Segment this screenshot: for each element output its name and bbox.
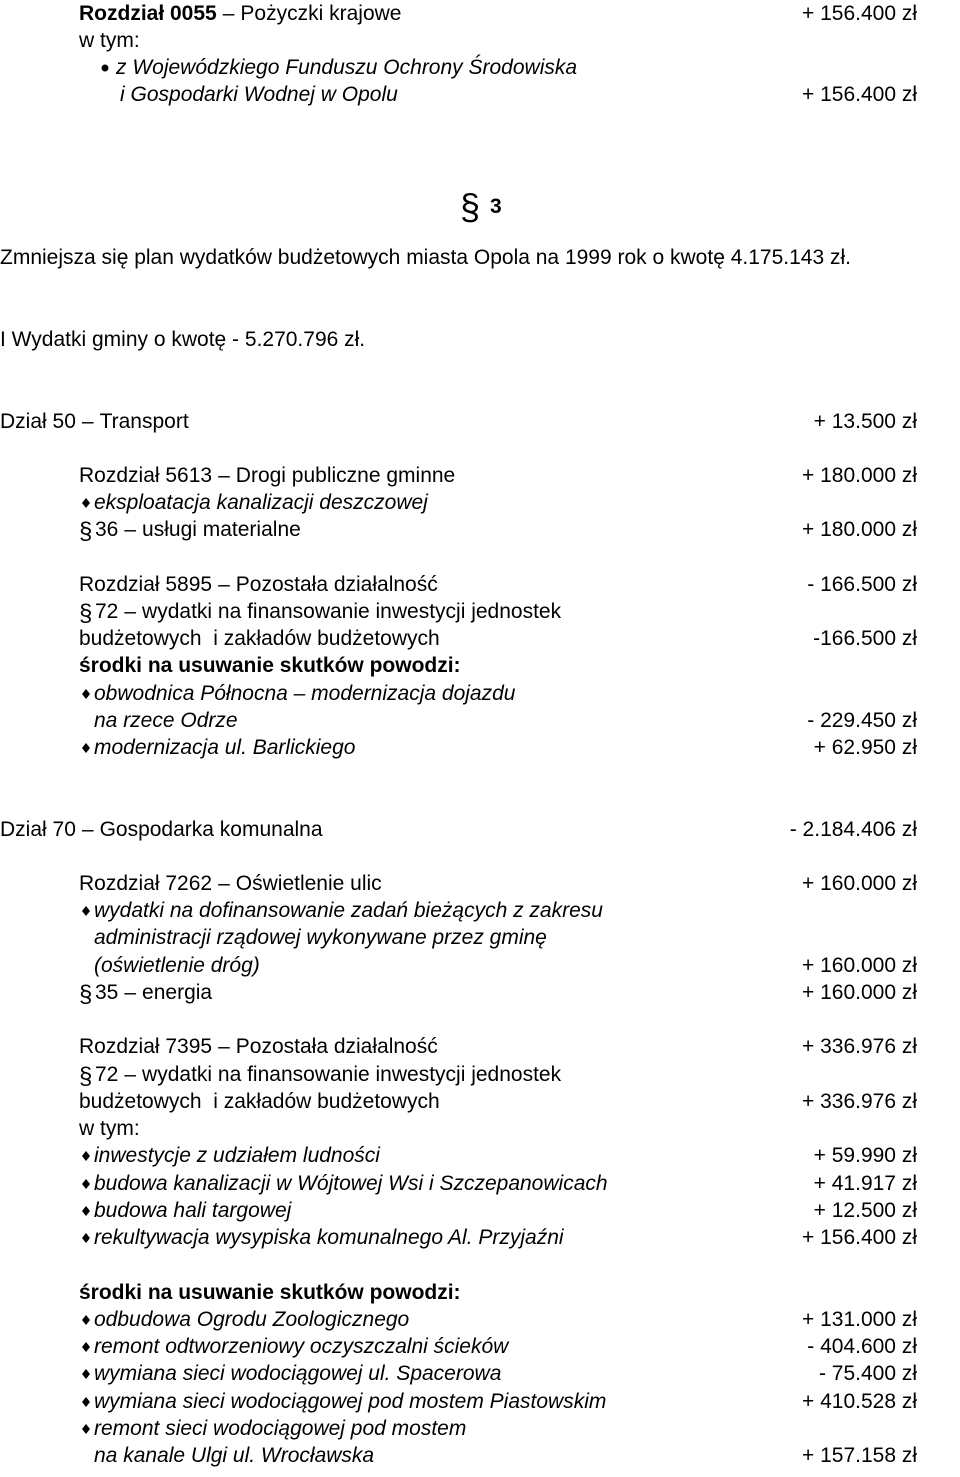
section-sign-icon <box>79 1061 93 1088</box>
last-item-line2: na kanale Ulgi ul. Wrocławska <box>94 1444 375 1467</box>
w-tym-row <box>0 27 960 54</box>
rozdzial-7395-label: Rozdział 7395 – Pozostała działalność <box>79 1035 438 1058</box>
dzial-50-row <box>0 408 960 435</box>
list-item <box>0 1415 960 1442</box>
svg-text:§: § <box>79 600 93 625</box>
list-item <box>0 952 960 979</box>
fund-item-line2: i Gospodarki Wodnej w Opolu <box>120 83 398 106</box>
rozdzial-5613-row <box>0 462 960 489</box>
r5613-paragraph: 36 – usługi materialne <box>95 518 301 541</box>
r7262-paragraph: 35 – energia <box>95 981 213 1004</box>
rozdzial-5895-label: Rozdział 5895 – Pozostała działalność <box>79 573 438 596</box>
section-sign-icon <box>460 186 482 226</box>
intro-text: Zmniejsza się plan wydatków budżetowych miasta Opola na 1999 rok o kwotę 4.175.143 zł. <box>0 246 851 269</box>
diamond-bullet-icon <box>80 1224 92 1251</box>
r7395-paragraph-line2: budżetowych i zakładów budżetowych <box>79 1090 440 1113</box>
rozdzial-5895-row <box>0 571 960 598</box>
r5613-paragraph-amount: + 180.000 zł <box>801 518 917 541</box>
r7395-paragraph-line1: 72 – wydatki na finansowanie inwestycji jednostek <box>95 1063 562 1086</box>
r5895-paragraph-amount: -166.500 zł <box>813 627 917 650</box>
obwodnica-line2: na rzece Odrze <box>94 709 238 732</box>
powodz-item-label: wymiana sieci wodociągowej ul. Spacerowa <box>94 1362 502 1385</box>
powodz-item-amount: - 404.600 zł <box>807 1335 917 1358</box>
item-amount: + 12.500 zł <box>813 1199 917 1222</box>
powodz-item-label: remont odtworzeniowy oczyszczalni ścieków <box>94 1335 509 1358</box>
dzial-50-label: Dział 50 – Transport <box>0 410 189 433</box>
list-item <box>0 1333 960 1360</box>
diamond-bullet-icon <box>80 489 92 516</box>
item-amount: + 59.990 zł <box>813 1144 917 1167</box>
r7262-paragraph-amount: + 160.000 zł <box>801 981 917 1004</box>
fund-item-line1: z Wojewódzkiego Funduszu Ochrony Środowiska <box>116 56 578 79</box>
list-item <box>0 734 960 761</box>
dzial-70-row <box>0 816 960 843</box>
obwodnica-line1: obwodnica Północna – modernizacja dojazdu <box>94 682 516 705</box>
list-item <box>0 54 960 81</box>
section-sign-icon <box>79 516 93 543</box>
paragraph-row <box>0 979 960 1006</box>
powodz-heading-row <box>0 652 960 679</box>
last-item-amount: + 157.158 zł <box>801 1444 917 1467</box>
item-label: rekultywacja wysypiska komunalnego Al. Przyjaźni <box>94 1226 564 1249</box>
barlickiego-amount: + 62.950 zł <box>813 736 917 759</box>
rozdzial-5613-label: Rozdział 5613 – Drogi publiczne gminne <box>79 464 456 487</box>
diamond-bullet-icon <box>80 1415 92 1442</box>
list-item <box>0 1360 960 1387</box>
rozdzial-7395-row <box>0 1033 960 1060</box>
barlickiego-label: modernizacja ul. Barlickiego <box>94 736 356 759</box>
rozdzial-0055-amount: + 156.400 zł <box>801 2 917 25</box>
list-item <box>0 1170 960 1197</box>
dzial-50-amount: + 13.500 zł <box>813 410 917 433</box>
powodz-item-label: wymiana sieci wodociągowej pod mostem Piastowskim <box>94 1390 607 1413</box>
item-label: budowa hali targowej <box>94 1199 292 1222</box>
powodz-item-amount: + 131.000 zł <box>801 1308 917 1331</box>
list-item <box>0 1142 960 1169</box>
list-item <box>0 1224 960 1251</box>
diamond-bullet-icon <box>80 1360 92 1387</box>
list-item <box>0 1388 960 1415</box>
paragraph-row <box>0 1061 960 1088</box>
list-item <box>0 489 960 516</box>
paragraph-row <box>0 1088 960 1115</box>
powodz-heading: środki na usuwanie skutków powodzi: <box>79 654 461 677</box>
powodz-item-amount: + 410.528 zł <box>801 1390 917 1413</box>
r5613-item: eksploatacja kanalizacji deszczowej <box>94 491 428 514</box>
list-item <box>0 1197 960 1224</box>
list-item <box>0 81 960 108</box>
last-item-line1: remont sieci wodociągowej pod mostem <box>94 1417 467 1440</box>
wydatki-gminy-row <box>0 326 960 353</box>
diamond-bullet-icon <box>80 1170 92 1197</box>
item-label: inwestycje z udziałem ludności <box>94 1144 380 1167</box>
paragraph-row <box>0 625 960 652</box>
section-sign-icon <box>79 979 93 1006</box>
diamond-bullet-icon <box>80 1197 92 1224</box>
rozdzial-0055-row <box>0 0 960 27</box>
w-tym-label: w tym: <box>79 1117 140 1140</box>
svg-text:§: § <box>79 518 93 543</box>
dzial-70-label: Dział 70 – Gospodarka komunalna <box>0 818 323 841</box>
paragraph-row <box>0 516 960 543</box>
rozdzial-5895-amount: - 166.500 zł <box>807 573 917 596</box>
paragraph-row <box>0 598 960 625</box>
obwodnica-amount: - 229.450 zł <box>807 709 917 732</box>
section-number: 3 <box>490 195 502 218</box>
list-item <box>0 1306 960 1333</box>
rozdzial-7395-amount: + 336.976 zł <box>801 1035 917 1058</box>
rozdzial-5613-amount: + 180.000 zł <box>801 464 917 487</box>
svg-text:§: § <box>460 186 481 226</box>
r7262-item-amount: + 160.000 zł <box>801 954 917 977</box>
list-item <box>0 1442 960 1469</box>
list-item <box>0 680 960 707</box>
fund-item-amount: + 156.400 zł <box>801 83 917 106</box>
diamond-bullet-icon <box>80 680 92 707</box>
diamond-bullet-icon <box>80 1306 92 1333</box>
r7262-item-line1: wydatki na dofinansowanie zadań bieżących z zakresu <box>94 899 603 922</box>
r7262-item-line2: administracji rządowej wykonywane przez gminę <box>94 926 547 949</box>
rozdzial-7262-amount: + 160.000 zł <box>801 872 917 895</box>
list-item <box>0 924 960 951</box>
powodz-heading-row <box>0 1279 960 1306</box>
intro-row <box>0 244 960 271</box>
w-tym-label: w tym: <box>79 29 140 52</box>
list-item <box>0 897 960 924</box>
diamond-bullet-icon <box>80 1142 92 1169</box>
round-bullet-icon <box>100 54 110 81</box>
powodz-heading: środki na usuwanie skutków powodzi: <box>79 1281 461 1304</box>
diamond-bullet-icon <box>80 1333 92 1360</box>
rozdzial-7262-row <box>0 870 960 897</box>
rozdzial-0055-label: Rozdział 0055 – Pożyczki krajowe <box>79 2 402 25</box>
item-amount: + 41.917 zł <box>813 1172 917 1195</box>
powodz-item-label: odbudowa Ogrodu Zoologicznego <box>94 1308 410 1331</box>
r7262-item-line3: (oświetlenie dróg) <box>94 954 260 977</box>
section-sign-icon <box>79 598 93 625</box>
svg-text:§: § <box>79 1063 93 1088</box>
r5895-paragraph-line2: budżetowych i zakładów budżetowych <box>79 627 440 650</box>
w-tym-row <box>0 1115 960 1142</box>
wydatki-gminy-heading: I Wydatki gminy o kwotę - 5.270.796 zł. <box>0 328 366 351</box>
dzial-70-amount: - 2.184.406 zł <box>789 818 917 841</box>
list-item <box>0 707 960 734</box>
powodz-item-amount: - 75.400 zł <box>818 1362 917 1385</box>
item-label: budowa kanalizacji w Wójtowej Wsi i Szczepanowicach <box>94 1172 608 1195</box>
diamond-bullet-icon <box>80 1388 92 1415</box>
svg-text:§: § <box>79 981 93 1006</box>
r5895-paragraph-line1: 72 – wydatki na finansowanie inwestycji jednostek <box>95 600 562 623</box>
diamond-bullet-icon <box>80 734 92 761</box>
rozdzial-7262-label: Rozdział 7262 – Oświetlenie ulic <box>79 872 382 895</box>
item-amount: + 156.400 zł <box>801 1226 917 1249</box>
r7395-paragraph-amount: + 336.976 zł <box>801 1090 917 1113</box>
diamond-bullet-icon <box>80 897 92 924</box>
